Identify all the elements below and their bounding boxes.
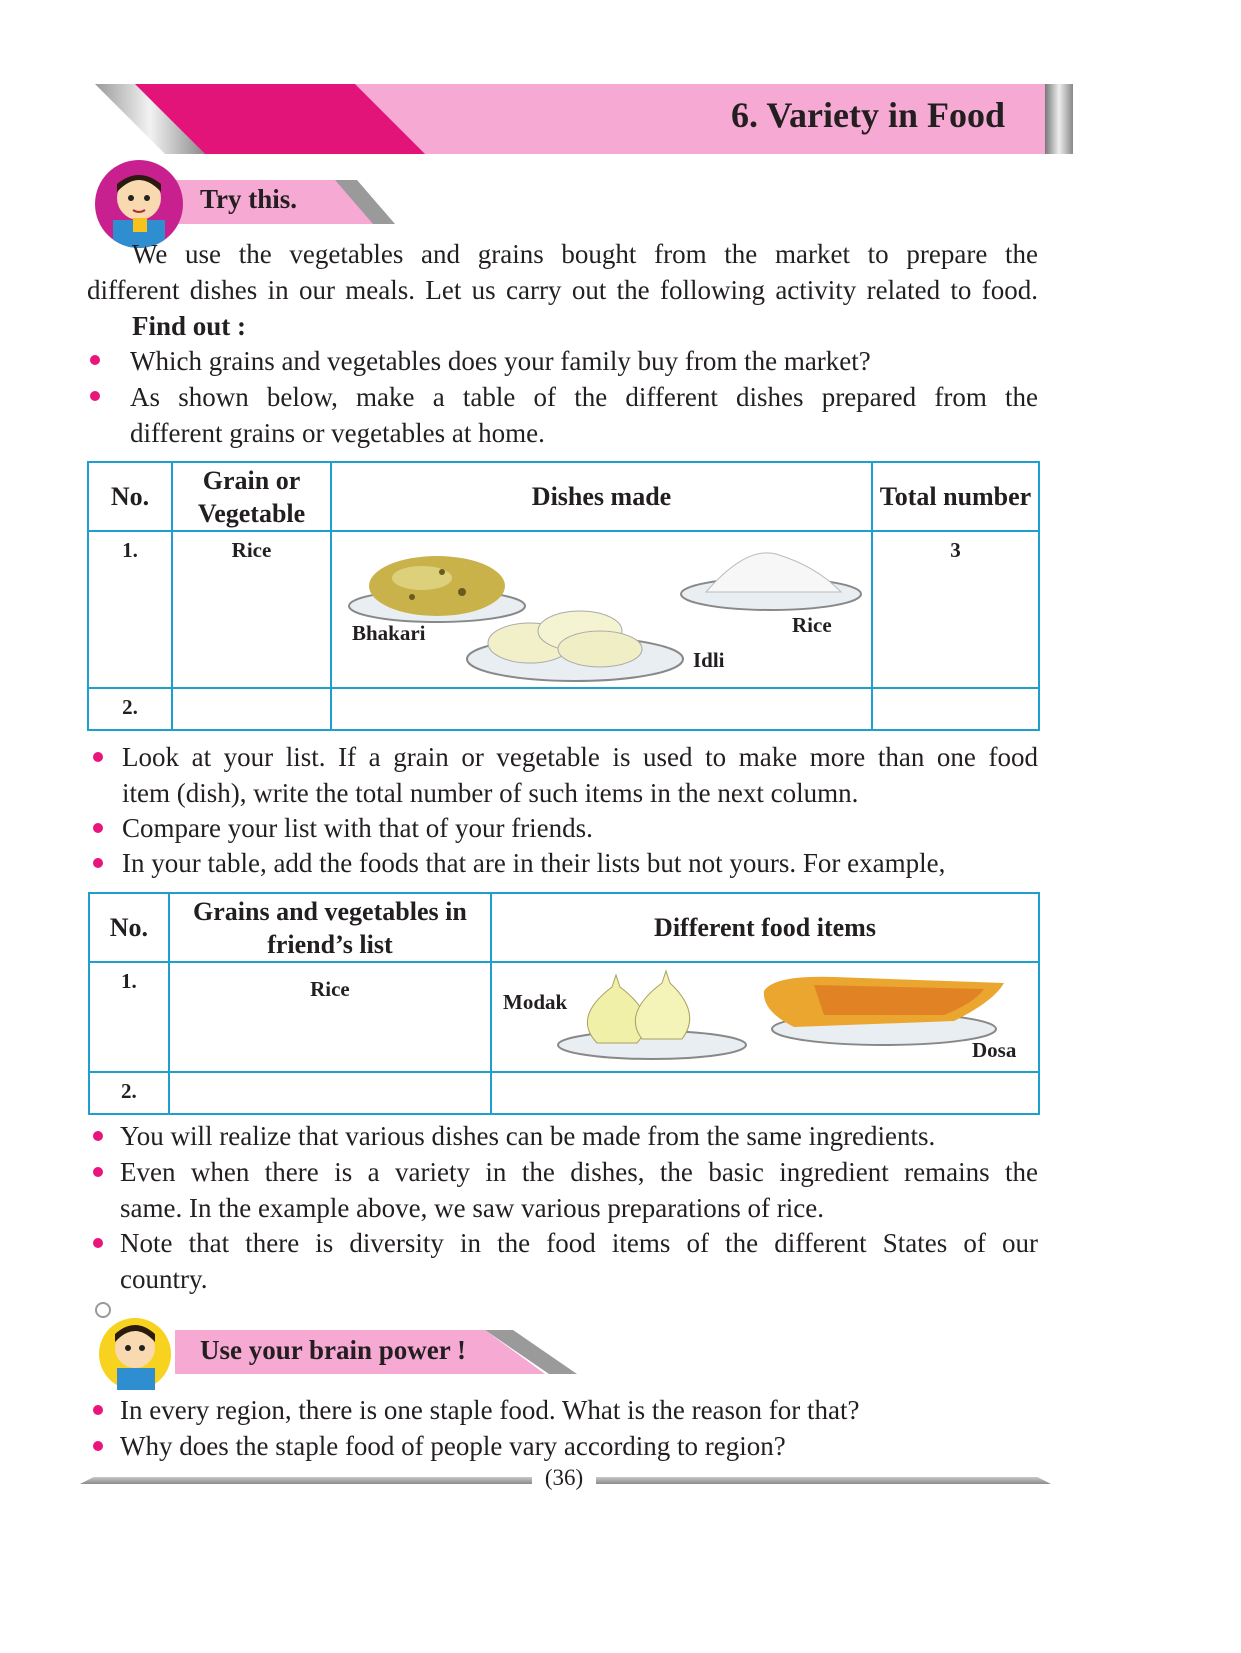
middle-bullet-1-line-1: Look at your list. If a grain or vegetable is used to make more than one food: [122, 742, 1038, 772]
bullet-dot: [93, 1167, 103, 1177]
modak-image: [552, 967, 752, 1067]
food-items-cell: [491, 962, 1039, 1072]
col-header-total: Total number: [872, 462, 1039, 531]
bottom-bullet-2-line-2: same. In the example above, we saw various preparations of rice.: [120, 1193, 824, 1223]
bullet-dot: [93, 858, 103, 868]
row-number: 1.: [89, 962, 169, 1072]
table-row: [88, 531, 1039, 688]
brain-question-2: Why does the staple food of people vary according to region?: [120, 1431, 786, 1461]
try-this-banner: [95, 160, 395, 240]
grain-cell: Rice: [172, 531, 331, 688]
dishes-table: [87, 461, 1040, 731]
middle-bullet-2: Compare your list with that of your friends.: [122, 813, 593, 843]
idli-image: [460, 597, 690, 687]
bottom-bullet-3-line-2: country.: [120, 1264, 208, 1294]
boy-icon: [95, 160, 183, 248]
empty-cell: [331, 688, 872, 730]
bullet-dot: [93, 1238, 103, 1248]
bullet-dot: [90, 355, 100, 365]
brain-power-label: Use your brain power !: [200, 1335, 467, 1365]
total-cell: 3: [872, 531, 1039, 688]
bottom-bullet-1: You will realize that various dishes can be made from the same ingredients.: [120, 1121, 936, 1151]
thinking-boy-icon: [89, 1302, 177, 1390]
col-header-dishes: Dishes made: [331, 462, 872, 531]
empty-cell: [172, 688, 331, 730]
find-out-bullet-2-line-1: As shown below, make a table of the different dishes prepared from the: [130, 382, 1038, 412]
col-header-items: Different food items: [491, 893, 1039, 962]
row-number: 2.: [88, 688, 172, 730]
food-label-dosa: Dosa: [972, 1038, 1017, 1062]
bullet-dot: [93, 1441, 103, 1451]
bullet-dot: [93, 1131, 103, 1141]
bullet-dot: [93, 752, 103, 762]
table-row: [88, 688, 1039, 730]
bottom-bullet-3-line-1: Note that there is diversity in the food items of the different States of our: [120, 1228, 1038, 1258]
footer-rule-left: [80, 1477, 532, 1484]
chapter-banner: [95, 84, 1075, 154]
rice-image: [676, 546, 866, 626]
find-out-heading: Find out :: [132, 311, 247, 341]
grain-cell: Rice: [169, 962, 491, 1072]
dish-label-bhakari: Bhakari: [352, 621, 426, 645]
chapter-title: 6. Variety in Food: [730, 95, 1005, 135]
page-number: (36): [544, 1465, 584, 1490]
food-label-modak: Modak: [503, 990, 568, 1014]
bullet-dot: [90, 391, 100, 401]
table-row: [89, 1072, 1039, 1114]
dish-label-idli: Idli: [693, 648, 725, 672]
dishes-cell: [331, 531, 872, 688]
try-this-label: Try this.: [200, 184, 298, 214]
intro-line-2: different dishes in our meals. Let us carry out the following activity related to food.: [87, 275, 1038, 305]
brain-question-1: In every region, there is one staple food. What is the reason for that?: [120, 1395, 860, 1425]
row-number: 2.: [89, 1072, 169, 1114]
col-header-no: No.: [89, 893, 169, 962]
empty-cell: [491, 1072, 1039, 1114]
col-header-no: No.: [88, 462, 172, 531]
brain-power-banner: [85, 1290, 585, 1390]
find-out-bullet-1: Which grains and vegetables does your family buy from the market?: [130, 346, 871, 376]
bullet-dot: [93, 823, 103, 833]
dish-label-rice: Rice: [792, 613, 832, 637]
row-number: 1.: [88, 531, 172, 688]
find-out-bullet-2-line-2: different grains or vegetables at home.: [130, 418, 545, 448]
col-header-grains: Grains and vegetables in friend’s list: [169, 893, 491, 962]
intro-line-1: We use the vegetables and grains bought from the market to prepare the: [132, 239, 1038, 269]
middle-bullet-3: In your table, add the foods that are in their lists but not yours. For example,: [122, 848, 946, 878]
middle-bullet-1-line-2: item (dish), write the total number of such items in the next column.: [122, 778, 859, 808]
table-row: [89, 962, 1039, 1072]
bottom-bullet-2-line-1: Even when there is a variety in the dishes, the basic ingredient remains the: [120, 1157, 1038, 1187]
col-header-grain: Grain or Vegetable: [172, 462, 331, 531]
friends-food-table: [88, 892, 1040, 1115]
empty-cell: [169, 1072, 491, 1114]
empty-cell: [872, 688, 1039, 730]
footer-rule-right: [596, 1477, 1051, 1484]
bullet-dot: [93, 1405, 103, 1415]
